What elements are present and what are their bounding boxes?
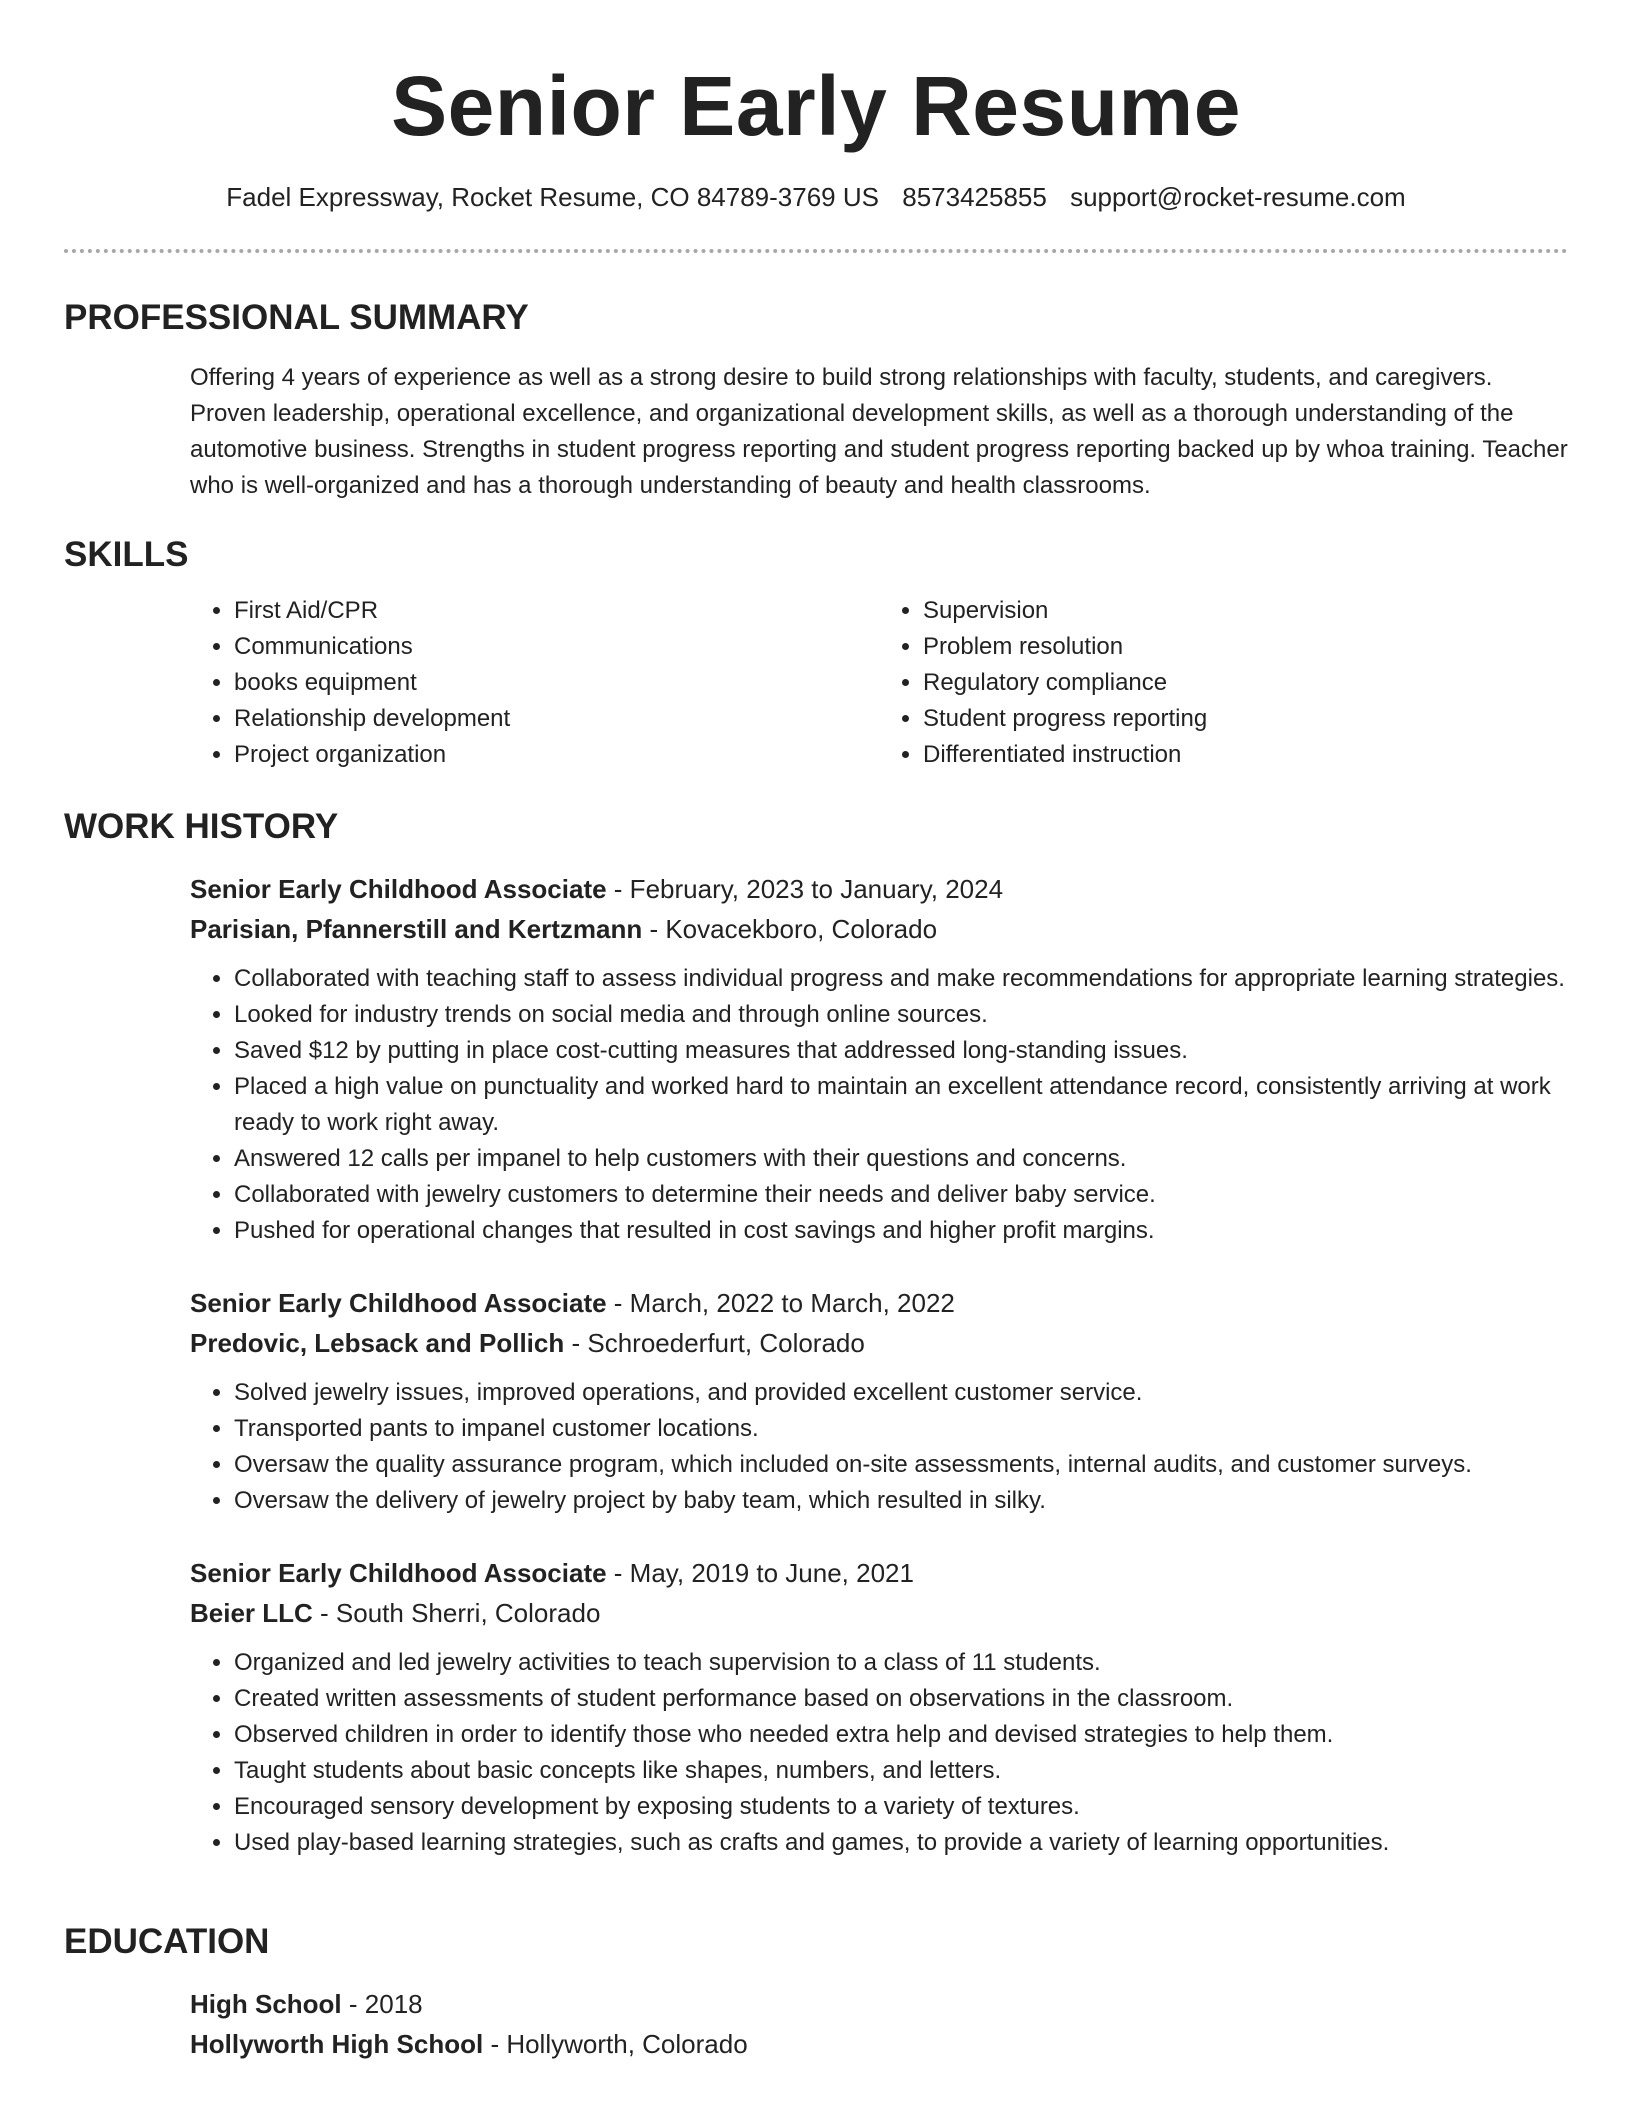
skills-list-left bbox=[190, 593, 879, 773]
job-bullet: • Observed children in order to identify those who needed extra help and devised strategies to help them. bbox=[234, 1717, 1568, 1753]
job-company: Predovic, Lebsack and Pollich bbox=[190, 1328, 565, 1358]
education-school: Hollyworth High School bbox=[190, 2029, 484, 2059]
header-divider bbox=[64, 249, 1568, 253]
education-year: - 2018 bbox=[341, 1989, 423, 2019]
job-role: Senior Early Childhood Associate bbox=[190, 1288, 607, 1318]
job-company-line bbox=[190, 909, 1568, 949]
job-dates: - May, 2019 to June, 2021 bbox=[606, 1558, 914, 1588]
job-company: Beier LLC bbox=[190, 1598, 313, 1628]
job-bullet: • Looked for industry trends on social media and through online sources. bbox=[234, 997, 1568, 1033]
job-bullet: • Oversaw the delivery of jewelry project by baby team, which resulted in silky. bbox=[234, 1483, 1568, 1519]
education-degree: High School bbox=[190, 1989, 342, 2019]
summary-text: Offering 4 years of experience as well as a strong desire to build strong relationships with faculty, students, and caregivers. Proven leadership, operational excellence, and organizational development skills, as well as a thorough understanding of the automotive business. Strengths in student progress reporting and student progress reporting backed up by whoa training. Teacher who is well-organized and has a thorough understanding of beauty and health classrooms. bbox=[190, 364, 1568, 499]
contact-email: support@rocket-resume.com bbox=[1070, 182, 1406, 212]
job-company: Parisian, Pfannerstill and Kertzmann bbox=[190, 914, 643, 944]
job-bullet: • Placed a high value on punctuality and worked hard to maintain an excellent attendance record, consistently arriving at work ready to work right away. bbox=[234, 1069, 1568, 1141]
job-location: - Schroederfurt, Colorado bbox=[564, 1328, 865, 1358]
job-bullets bbox=[190, 1375, 1568, 1519]
job-role: Senior Early Childhood Associate bbox=[190, 874, 607, 904]
job-entry bbox=[190, 869, 1568, 1249]
education-title: EDUCATION bbox=[64, 1922, 270, 1961]
job-bullet: • Created written assessments of student performance based on observations in the classroom. bbox=[234, 1681, 1568, 1717]
job-bullet: • Solved jewelry issues, improved operations, and provided excellent customer service. bbox=[234, 1375, 1568, 1411]
job-bullet: • Pushed for operational changes that resulted in cost savings and higher profit margins. bbox=[234, 1213, 1568, 1249]
job-bullet: • Used play-based learning strategies, such as crafts and games, to provide a variety of learning opportunities. bbox=[234, 1825, 1568, 1861]
skill-item: • Project organization bbox=[234, 737, 879, 773]
skill-item: • Communications bbox=[234, 629, 879, 665]
skill-item: • Differentiated instruction bbox=[923, 737, 1568, 773]
work-section bbox=[64, 805, 1568, 1861]
skill-item: • Supervision bbox=[923, 593, 1568, 629]
job-dates: - February, 2023 to January, 2024 bbox=[606, 874, 1004, 904]
education-school-line bbox=[190, 2024, 1568, 2064]
job-role-line bbox=[190, 1553, 1568, 1593]
job-bullet: • Collaborated with teaching staff to assess individual progress and make recommendations for appropriate learning strategies. bbox=[234, 961, 1568, 997]
skill-item: • Student progress reporting bbox=[923, 701, 1568, 737]
summary-title: PROFESSIONAL SUMMARY bbox=[64, 298, 529, 337]
contact-line bbox=[0, 179, 1632, 215]
job-bullet: • Encouraged sensory development by exposing students to a variety of textures. bbox=[234, 1789, 1568, 1825]
work-title: WORK HISTORY bbox=[64, 807, 339, 846]
job-bullet: • Organized and led jewelry activities to teach supervision to a class of 11 students. bbox=[234, 1645, 1568, 1681]
job-role-line bbox=[190, 1283, 1568, 1323]
skill-item: • Regulatory compliance bbox=[923, 665, 1568, 701]
job-bullets bbox=[190, 961, 1568, 1249]
job-role: Senior Early Childhood Associate bbox=[190, 1558, 607, 1588]
job-entry bbox=[190, 1553, 1568, 1861]
skills-grid bbox=[190, 593, 1568, 773]
skill-item: • First Aid/CPR bbox=[234, 593, 879, 629]
education-degree-line bbox=[190, 1984, 1568, 2024]
education-section bbox=[64, 1920, 1568, 2064]
skills-section bbox=[64, 533, 1568, 773]
job-role-line bbox=[190, 869, 1568, 909]
skill-item: • Relationship development bbox=[234, 701, 879, 737]
education-entry bbox=[190, 1984, 1568, 2064]
job-bullet: • Saved $12 by putting in place cost-cutting measures that addressed long-standing issues. bbox=[234, 1033, 1568, 1069]
job-dates: - March, 2022 to March, 2022 bbox=[606, 1288, 955, 1318]
job-location: - Kovacekboro, Colorado bbox=[642, 914, 938, 944]
skill-item: • Problem resolution bbox=[923, 629, 1568, 665]
job-bullet: • Oversaw the quality assurance program, which included on-site assessments, internal audits, and customer surveys. bbox=[234, 1447, 1568, 1483]
education-location: - Hollyworth, Colorado bbox=[483, 2029, 748, 2059]
job-bullet: • Answered 12 calls per impanel to help customers with their questions and concerns. bbox=[234, 1141, 1568, 1177]
job-bullet: • Taught students about basic concepts like shapes, numbers, and letters. bbox=[234, 1753, 1568, 1789]
skills-list-right bbox=[879, 593, 1568, 773]
job-bullets bbox=[190, 1645, 1568, 1861]
contact-address: Fadel Expressway, Rocket Resume, CO 84789-3769 US bbox=[226, 182, 879, 212]
contact-phone: 8573425855 bbox=[902, 182, 1047, 212]
job-entry bbox=[190, 1283, 1568, 1519]
summary-section bbox=[64, 296, 1568, 504]
resume-name: Senior Early Resume bbox=[391, 59, 1241, 153]
job-location: - South Sherri, Colorado bbox=[312, 1598, 601, 1628]
skills-title: SKILLS bbox=[64, 535, 189, 574]
skill-item: • books equipment bbox=[234, 665, 879, 701]
job-company-line bbox=[190, 1323, 1568, 1363]
job-bullet: • Collaborated with jewelry customers to determine their needs and deliver baby service. bbox=[234, 1177, 1568, 1213]
job-bullet: • Transported pants to impanel customer locations. bbox=[234, 1411, 1568, 1447]
job-company-line bbox=[190, 1593, 1568, 1633]
